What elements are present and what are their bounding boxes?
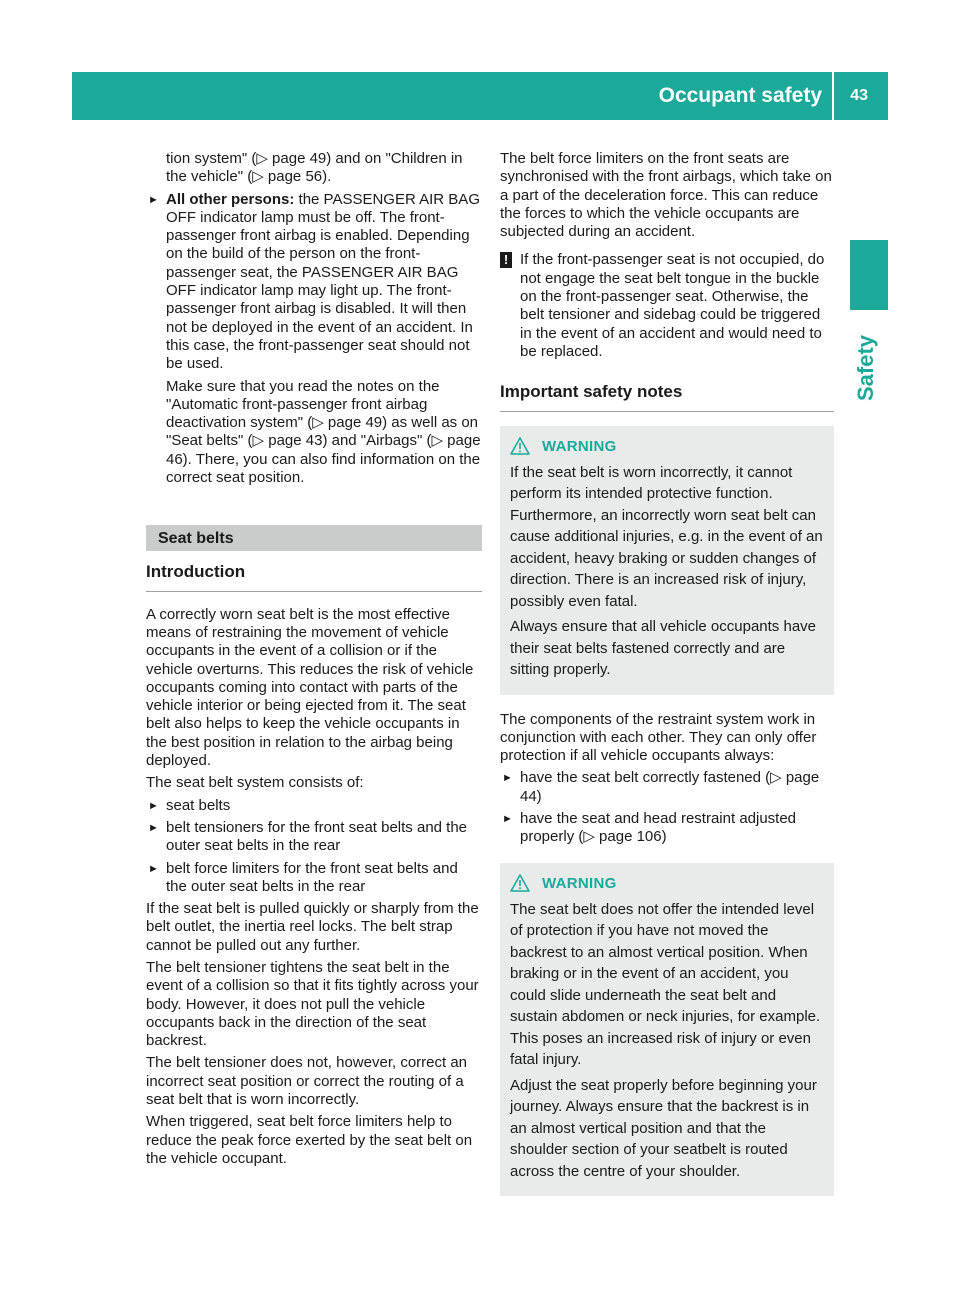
page-number: 43 — [850, 87, 868, 104]
bullet-icon: ► — [148, 821, 159, 834]
warning-title: WARNING — [542, 437, 617, 455]
paragraph: A correctly worn seat belt is the most effective means of restraining the movement of vehicle occupants in the event of a collision or if the vehicle overturns. This reduces the risk of vehicle occupants coming into contact with parts of the vehicle interior or being ejected from it. The seat belt also helps to keep the vehicle occupants in the best position in relation to the airbag being deployed. — [146, 605, 474, 770]
side-label-text: Safety — [853, 334, 878, 402]
paragraph: The belt tensioner does not, however, correct an incorrect seat position or correct the routing of a seat belt that is worn incorrectly. — [146, 1054, 468, 1109]
list-item — [146, 819, 482, 856]
paragraph: If the seat belt is pulled quickly or sharply from the belt outlet, the inertia reel locks. The belt strap cannot be pulled out any further. — [146, 900, 479, 954]
warning-header — [510, 873, 824, 895]
left-column — [146, 150, 482, 1172]
warning-triangle-icon — [510, 437, 530, 455]
bullet-icon: ► — [502, 772, 513, 785]
list-item-lead: All other persons: — [166, 190, 295, 208]
warning-text: If the seat belt is worn incorrectly, it cannot perform its intended protective function. Furthermore, an incorrectly worn seat belt can cause additional injuries, e.g. in the event of an accident, heavy braking or sudden changes of direction. There is an increased risk of injury, possibly even fatal. — [510, 463, 823, 610]
section-title: Seat belts — [158, 530, 234, 548]
exclamation-icon: ! — [500, 252, 512, 268]
note-text: If the front-passenger seat is not occupied, do not engage the seat belt tongue in the buckle on the front-passenger seat. Otherwise, the belt tensioner and sidebag could be triggered in the event of an accident and would need to be replaced. — [520, 251, 825, 360]
section-tab-marker — [850, 240, 888, 310]
header-divider — [832, 72, 834, 120]
note-block — [500, 251, 834, 361]
paragraph: When triggered, seat belt force limiters help to reduce the peak force exerted by the seat belt on the vehicle occupant. — [146, 1113, 473, 1167]
list-item — [500, 769, 834, 806]
paragraph: Make sure that you read the notes on the "Automatic front-passenger front airbag deactivation system" (▷ page 49) as well as on "Seat belts" (▷ page 43) and "Airbags" (▷ page 46). There, you can also find information on the correct seat position. — [166, 377, 481, 487]
section-heading-bar — [146, 525, 482, 551]
list-item-text: the PASSENGER AIR BAG OFF indicator lamp must be off. The front-passenger front airbag is enabled. Depending on the build of the person on the front-passenger seat, the PASSENGER AIR BAG OFF indicator lamp may light up. The front-passenger front airbag is disabled. It will then not be deployed in the event of an accident. In this case, the front-passenger seat should not be used. — [166, 190, 480, 373]
warning-title: WARNING — [542, 874, 617, 892]
page-header — [72, 72, 888, 120]
warning-box — [500, 863, 834, 1197]
paragraph: The components of the restraint system work in conjunction with each other. They can only offer protection if all vehicle occupants always: — [500, 710, 817, 765]
bullet-icon: ► — [502, 813, 513, 826]
bullet-icon: ► — [148, 799, 159, 812]
warning-text: Always ensure that all vehicle occupants have their seat belts fastened correctly and are sitting properly. — [510, 618, 817, 679]
bullet-icon: ► — [148, 862, 159, 875]
list-item-text: belt force limiters for the front seat belts and the outer seat belts in the rear — [166, 859, 458, 895]
page-title: Occupant safety — [658, 84, 822, 107]
section-side-label — [836, 320, 896, 420]
subheading: Important safety notes — [500, 383, 834, 411]
list-item — [500, 810, 834, 847]
right-column — [500, 150, 834, 1196]
subheading: Introduction — [146, 563, 482, 591]
list-item-text: belt tensioners for the front seat belts and the outer seat belts in the rear — [166, 818, 468, 855]
warning-header — [510, 436, 824, 458]
list-item-text: have the seat and head restraint adjusted properly (▷ page 106) — [520, 810, 797, 846]
bullet-icon: ► — [148, 193, 159, 206]
list-item — [146, 191, 482, 374]
warning-box — [500, 426, 834, 695]
paragraph: The belt force limiters on the front seats are synchronised with the front airbags, which take on a part of the deceleration force. This can reduce the forces to which the vehicle occupants are subjected during an accident. — [500, 150, 832, 241]
continued-paragraph: tion system" (▷ page 49) and on "Children in the vehicle" (▷ page 56). — [166, 150, 463, 186]
paragraph: The belt tensioner tightens the seat belt in the event of a collision so that it fits tightly across your body. However, it does not pull the vehicle occupants back in the direction of the seat backrest. — [146, 958, 479, 1050]
paragraph: The seat belt system consists of: — [146, 774, 364, 792]
warning-triangle-icon — [510, 874, 530, 892]
warning-text: Adjust the seat properly before beginning your journey. Always ensure that the backrest is in an almost vertical position and that the shoulder section of your seatbelt is routed across the centre of your shoulder. — [510, 1076, 817, 1180]
list-item — [146, 797, 482, 815]
list-item — [146, 860, 482, 897]
warning-text: The seat belt does not offer the intended level of protection if you have not moved the backrest to an almost vertical position. When braking or in the event of an accident, you could slide underneath the seat belt and sustain abdomen or neck injuries, for example. This poses an increased risk of injury or even fatal injury. — [510, 900, 821, 1069]
list-item-text: seat belts — [166, 796, 231, 814]
list-item-text: have the seat belt correctly fastened (▷ page 44) — [520, 769, 820, 805]
